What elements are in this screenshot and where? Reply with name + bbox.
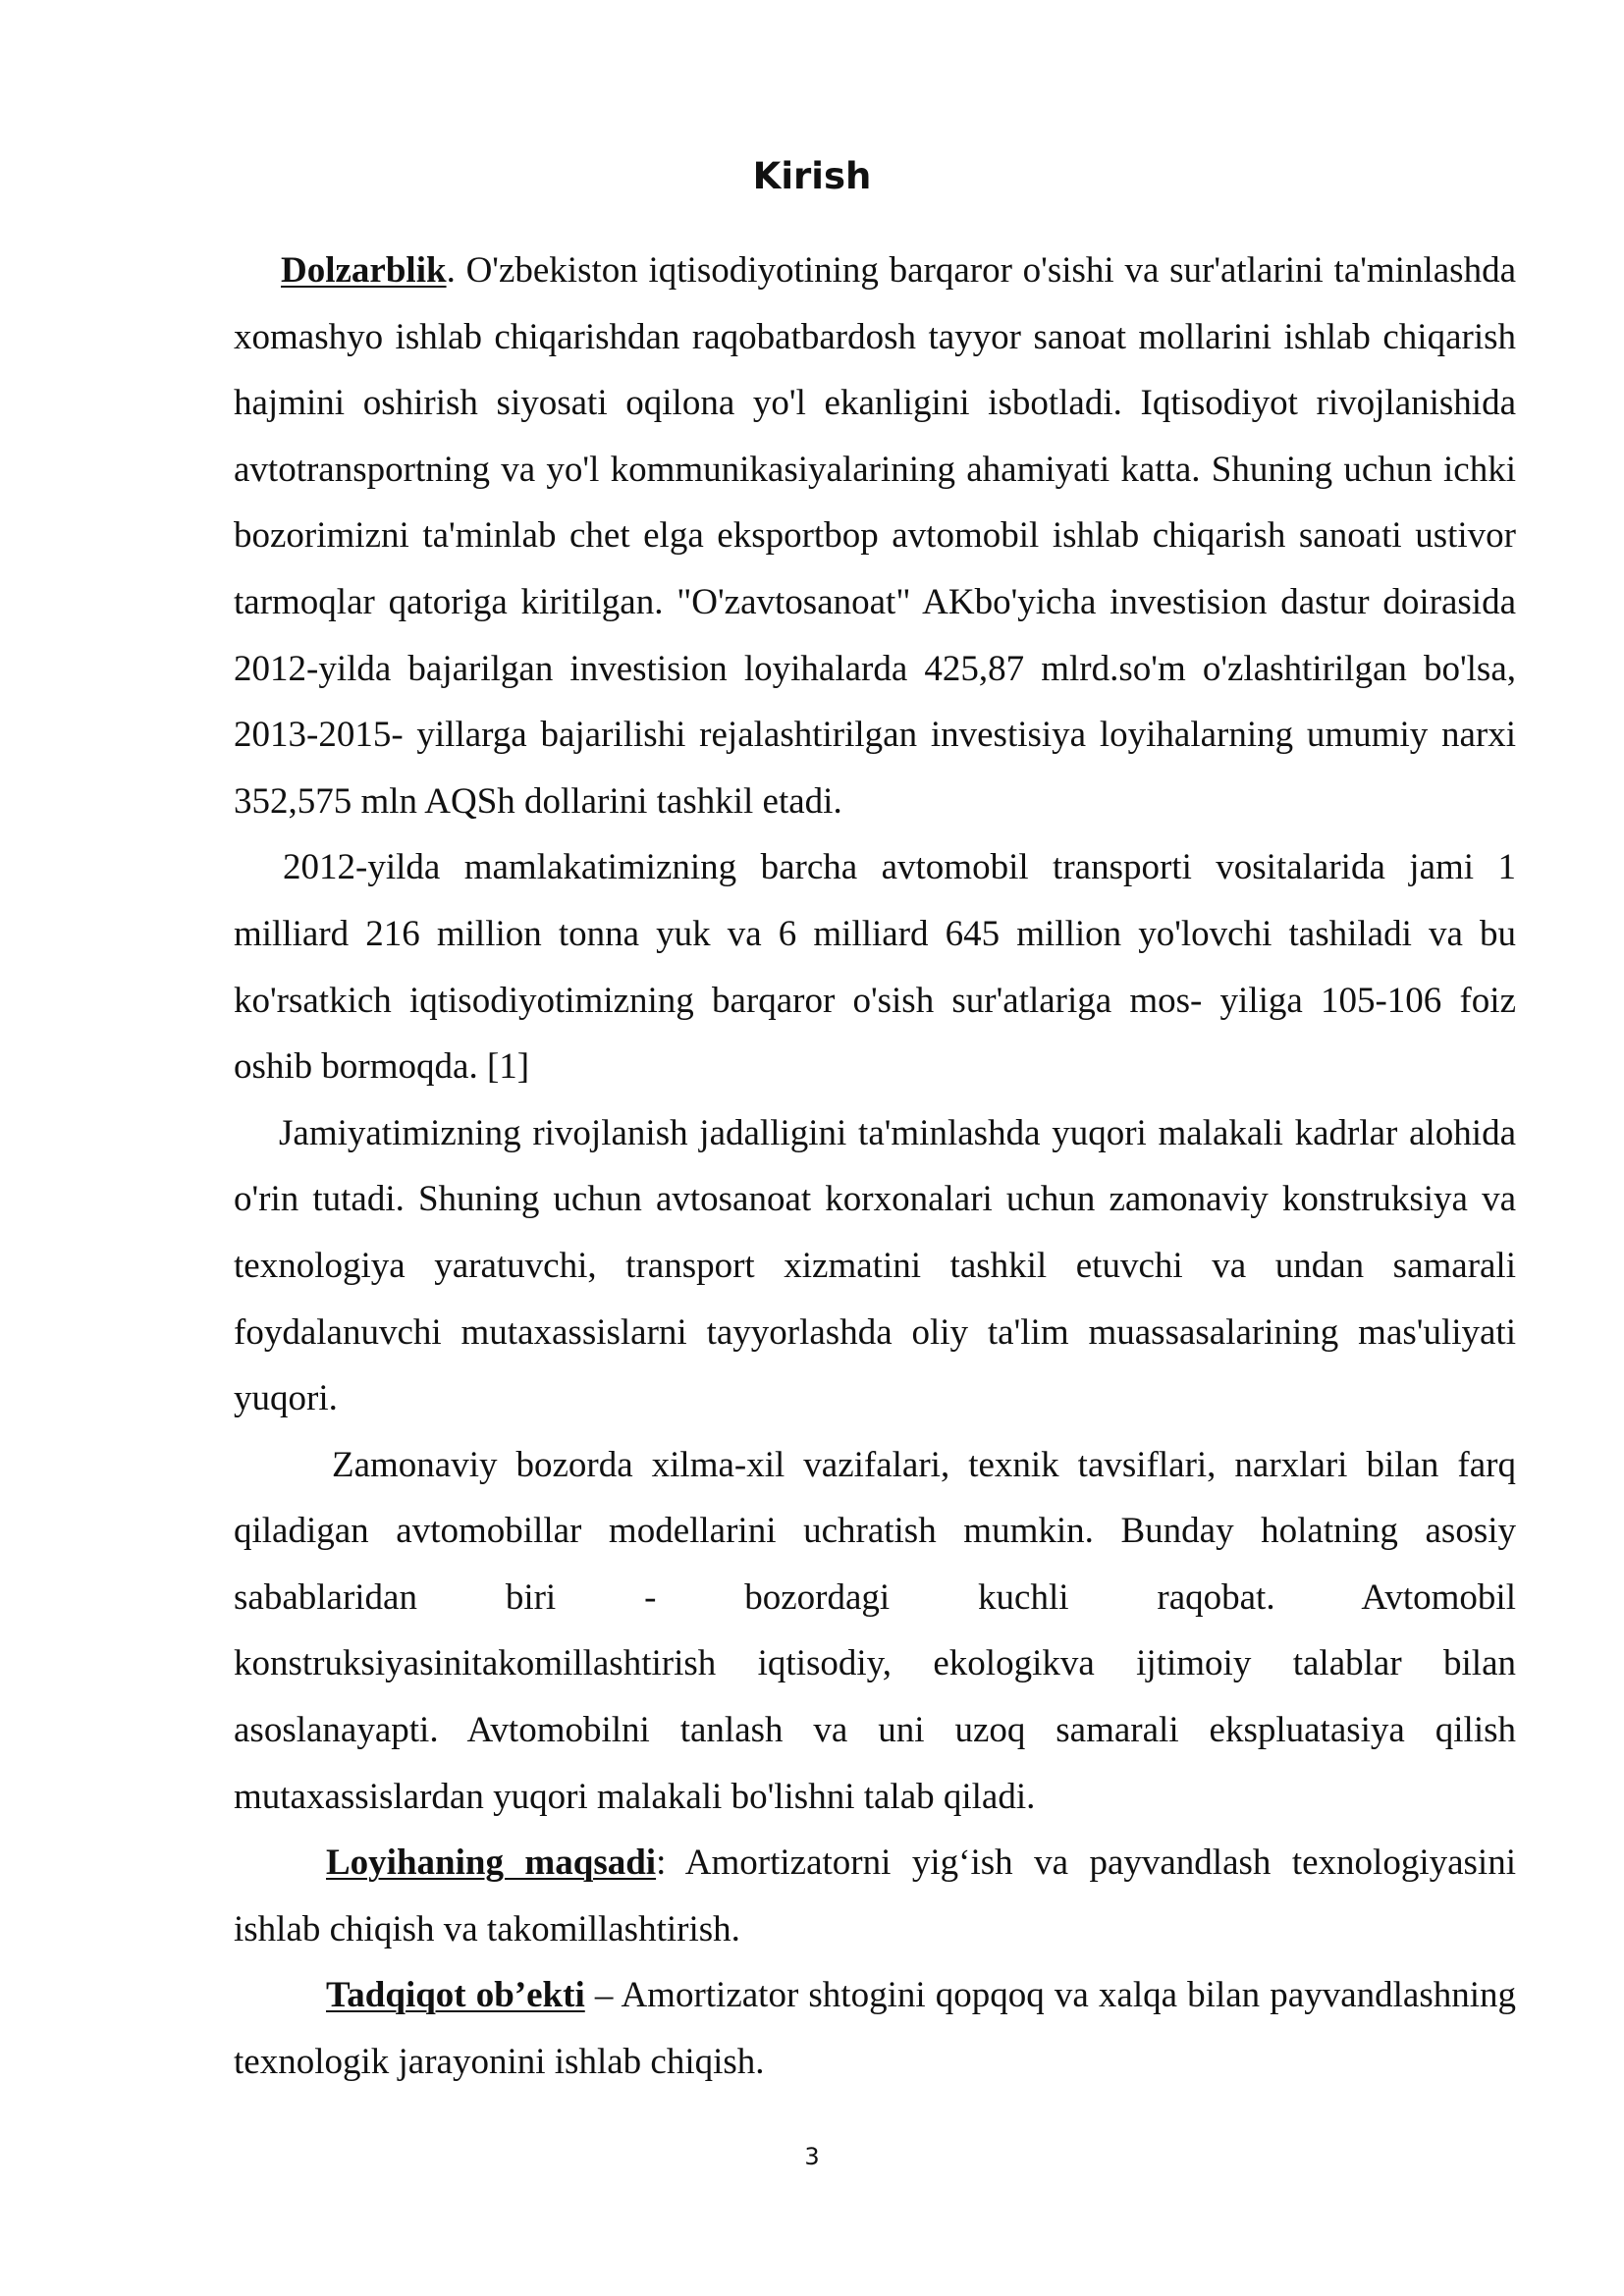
- lead-separator: –: [584, 1975, 622, 2016]
- body-text: [234, 238, 1516, 2096]
- paragraph-kadrlar: [234, 1100, 1516, 1432]
- paragraph-lead-obekt: Tadqiqot ob’ekti: [326, 1975, 585, 2016]
- paragraph-text: O'zbekiston iqtisodiyotining barqaror o'sishi va sur'atlarini ta'minlashda xomashyo ishlab chiqarishdan raqobatbardosh tayyor sanoat mollarini ishlab chiqarish hajmini oshirish siyosati oqilona yo'l ekanligini isbotladi. Iqtisodiyot rivojlanishida avtotransportning va yo'l kommunikasiyalarining ahamiyati katta. Shuning uchun ichki bozorimizni ta'minlab chet elga eksportbop avtomobil ishlab chiqarish sanoati ustivor tarmoqlar qatoriga kiritilgan. "O'zavtosanoat" AKbo'yicha investision dastur doirasida 2012-yilda bajarilgan investision loyihalarda 425,87 mlrd.so'm o'zlashtirilgan bo'lsa, 2013-2015- yillarga bajarilishi rejalashtirilgan investisiya loyihalarning umumiy narxi 352,575 mln AQSh dollarini tashkil etadi.: [234, 250, 1516, 822]
- page-title: Kirish: [752, 155, 872, 197]
- paragraph-dolzarblik: [234, 238, 1516, 834]
- page-number: 3: [804, 2143, 820, 2170]
- paragraph-text: 2012-yilda mamlakatimizning barcha avtomobil transporti vositalarida jami 1 milliard 216 million tonna yuk va 6 milliard 645 million yo'lovchi tashiladi va bu ko'rsatkich iqtisodiyotimizning barqaror o'sish sur'atlariga mos- yiliga 105-106 foiz oshib bormoqda. [1]: [234, 847, 1516, 1088]
- paragraph-transport-stats: [234, 834, 1516, 1099]
- paragraph-text: Amortizatorni yig‘ish va payvandlash texnologiyasini ishlab chiqish va takomillashtirish.: [234, 1842, 1516, 1949]
- paragraph-text: Zamonaviy bozorda xilma-xil vazifalari, texnik tavsiflari, narxlari bilan farq qiladigan avtomobillar modellarini uchratish mumkin. Bunday holatning asosiy sabablaridan biri - bozordagi kuchli raqobat. Avtomobil konstruksiyasinitakomillashtirish iqtisodiy, ekologikva ijtimoiy talablar bilan asoslanayapti. Avtomobilni tanlash va uni uzoq samarali ekspluatasiya qilish mutaxassislardan yuqori malakali bo'lishni talab qiladi.: [234, 1444, 1516, 1817]
- lead-separator: :: [656, 1842, 685, 1884]
- paragraph-text: Amortizator shtogini qopqoq va xalqa bilan payvandlashning texnologik jarayonini ishlab chiqish.: [234, 1975, 1516, 2083]
- paragraph-maqsad: [234, 1830, 1516, 1962]
- paragraph-text: Jamiyatimizning rivojlanish jadalligini ta'minlashda yuqori malakali kadrlar alohida o'rin tutadi. Shuning uchun avtosanoat korxonalari uchun zamonaviy konstruksiya va texnologiya yaratuvchi, transport xizmatini tashkil etuvchi va undan samarali foydalanuvchi mutaxassislarni tayyorlashda oliy ta'lim muassasalarining mas'uliyati yuqori.: [234, 1112, 1516, 1419]
- paragraph-lead-dolzarblik: Dolzarblik: [281, 250, 447, 291]
- paragraph-lead-maqsad: Loyihaning maqsadi: [326, 1842, 657, 1884]
- paragraph-bozor: [234, 1432, 1516, 1831]
- paragraph-obekt: [234, 1962, 1516, 2095]
- lead-separator: .: [446, 250, 466, 291]
